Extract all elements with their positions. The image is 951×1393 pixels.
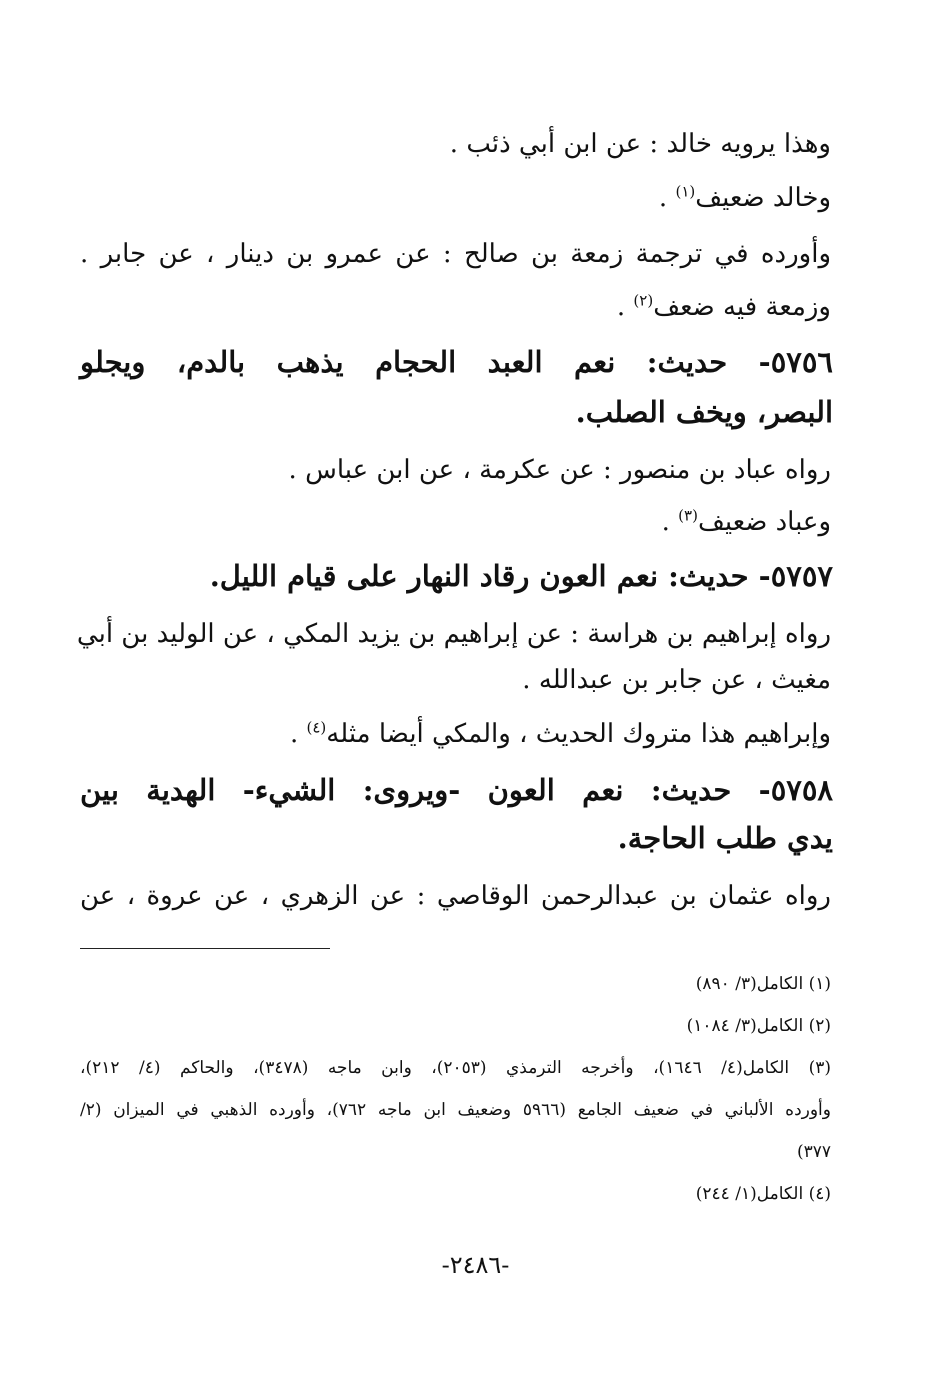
hadith-heading: البصر، ويخف الصلب. bbox=[575, 395, 833, 429]
text-line: رواه عباد بن منصور : عن عكرمة ، عن ابن عباس . bbox=[288, 455, 831, 485]
footnote: (٢) الكامل(٣/ ١٠٨٤) bbox=[686, 1016, 831, 1036]
footnote-ref[interactable]: (١) bbox=[675, 182, 696, 201]
text-line: وعباد ضعيف$^{(٣)}$ . bbox=[661, 506, 831, 537]
text-line: رواه إبراهيم بن هراسة : عن إبراهيم بن يزيد المكي ، عن الوليد بن أبي bbox=[76, 619, 831, 649]
hadith-heading: ٥٧٥٦- حديث: نعم العبد الحجام يذهب بالدم، ويجلو bbox=[80, 345, 833, 379]
text-line: وزمعة فيه ضعف$^{(٢)}$ . bbox=[616, 291, 831, 322]
footnote-separator bbox=[80, 948, 330, 949]
footnote-ref[interactable]: (٣) bbox=[678, 506, 698, 525]
text-line: وهذا يرويه خالد : عن ابن أبي ذئب . bbox=[449, 129, 831, 159]
footnote: (٤) الكامل(١/ ٢٤٤) bbox=[695, 1184, 831, 1204]
hadith-heading: يدي طلب الحاجة. bbox=[617, 821, 833, 855]
footnote: ٣٧٧) bbox=[796, 1142, 831, 1162]
hadith-heading: ٥٧٥٧- حديث: نعم العون رقاد النهار على قيام الليل. bbox=[209, 559, 833, 593]
footnote-ref[interactable]: (٢) bbox=[633, 291, 654, 310]
page-number: -٢٤٨٦- bbox=[441, 1251, 510, 1279]
text-line: وخالد ضعيف$^{(١)}$ . bbox=[658, 182, 831, 213]
footnote: (٣) الكامل(٤/ ١٦٤٦)، وأخرجه الترمذي (٢٠٥٣)، وابن ماجه (٣٤٧٨)، والحاكم (٤/ ٢١٢)، bbox=[80, 1058, 832, 1078]
text-line: وأورده في ترجمة زمعة بن صالح : عن عمرو بن دينار ، عن جابر . bbox=[80, 239, 831, 269]
footnote: وأورده الألباني في ضعيف الجامع (٥٩٦٦ وضعيف ابن ماجه ٧٦٢)، وأورده الذهبي في الميزان (٢/ bbox=[80, 1100, 831, 1120]
text-line: رواه عثمان بن عبدالرحمن الوقاصي : عن الزهري ، عن عروة ، عن bbox=[80, 881, 831, 911]
text-line: وإبراهيم هذا متروك الحديث ، والمكي أيضا مثله$^{(٤)}$ . bbox=[289, 718, 831, 749]
footnote-ref[interactable]: (٤) bbox=[306, 718, 327, 737]
text-line: مغيث ، عن جابر بن عبدالله . bbox=[522, 665, 831, 695]
footnote: (١) الكامل(٣/ ٨٩٠) bbox=[695, 974, 831, 994]
hadith-heading: ٥٧٥٨- حديث: نعم العون -ويروى: الشيء- الهدية بين bbox=[80, 773, 833, 807]
